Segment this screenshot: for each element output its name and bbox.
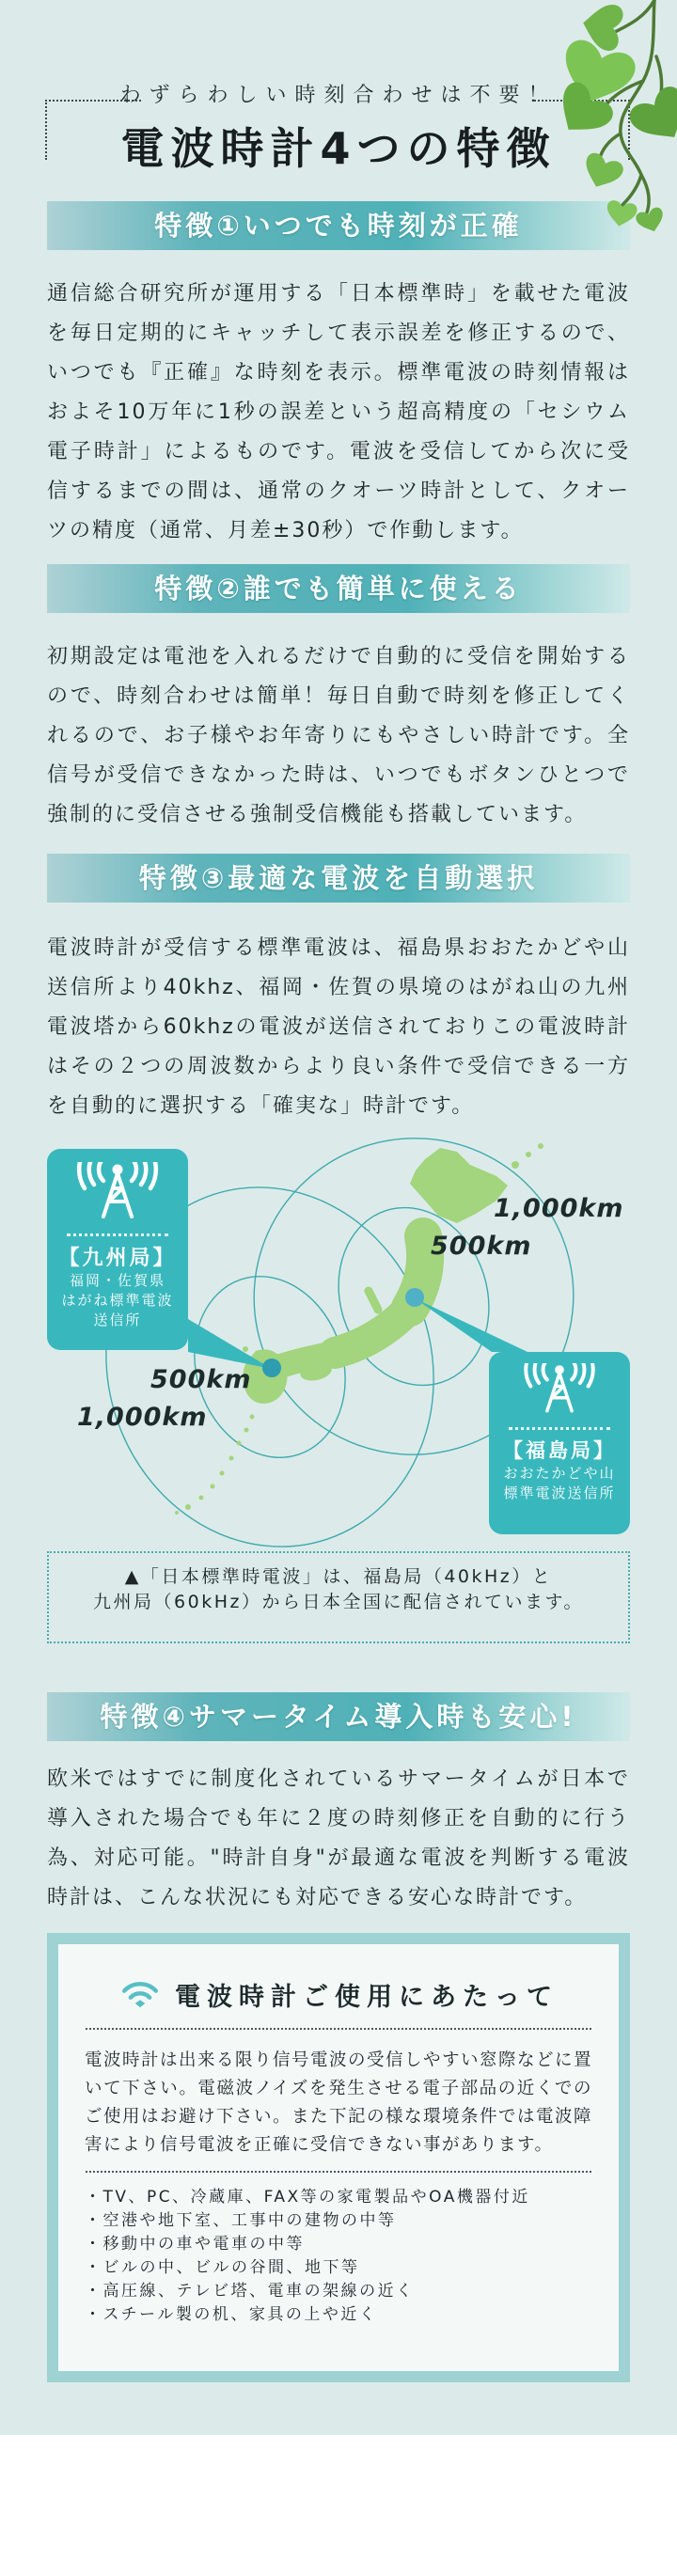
- usage-list-item: ・TV、PC、冷蔵庫、FAX等の家電製品やOA機器付近: [85, 2188, 530, 2207]
- feature1-paragraph: 通信総合研究所が運用する「日本標準時」を載せた電波を毎日定期的にキャッチして表示誤差を修正するので、いつでも『正確』な時刻を表示。標準電波の時刻情報はおよそ10万年に1秒の誤差という超高精度の「セシウム電子時計」によるものです。電波を受信してから次に受信するまでの間は、通常のクオーツ時計として、クオーツの精度（通常、月差±30秒）で作動します。: [47, 282, 630, 542]
- feature2-banner: 特徴②誰でも簡単に使える: [47, 564, 630, 613]
- usage-environment-list: [85, 2186, 592, 2327]
- radio-tower-icon: [72, 1162, 163, 1222]
- usage-list-item: ・ビルの中、ビルの谷間、地下等: [85, 2258, 360, 2277]
- usage-notice-box: [47, 1933, 630, 2382]
- kyushu-transmitter-dot: [262, 1359, 281, 1377]
- kyushu-1000km-label: 1,000km: [77, 1403, 208, 1432]
- kyushu-station-desc-2: はがね標準電波: [61, 1292, 174, 1309]
- feature1-banner: 特徴①いつでも時刻が正確: [47, 201, 630, 250]
- usage-list-item: ・高圧線、テレビ塔、電車の架線の近く: [85, 2282, 415, 2301]
- usage-list-item: ・スチール製の机、家具の上や近く: [85, 2305, 378, 2324]
- usage-list-item: ・空港や地下室、工事中の建物の中等: [85, 2211, 397, 2230]
- page-title: 電波時計4つの特徴: [120, 123, 557, 174]
- usage-list-item: ・移動中の車や電車の中等: [85, 2235, 305, 2254]
- fukushima-transmitter-dot: [405, 1288, 424, 1307]
- ivy-vine-decoration: [557, 0, 677, 233]
- usage-dotted-separator-top: [86, 2028, 591, 2030]
- fukushima-station-callout: [489, 1352, 630, 1534]
- ivy-leaves: [557, 0, 677, 233]
- usage-notice-title: 電波時計ご使用にあたって: [175, 1983, 559, 2012]
- kyushu-station-name: 【九州局】: [58, 1247, 177, 1270]
- feature3-paragraph: 電波時計が受信する標準電波は、福島県おおたかどや山送信所より40khz、福岡・佐賀の県境のはがね山の九州電波塔から60khzの電波が送信されておりこの電波時計はその２つの周波数からより良い条件で受信できる一方を自動的に選択する「確実な」時計です。: [47, 936, 630, 1118]
- kyushu-station-callout: [47, 1149, 188, 1350]
- map-caption-line2: 九州局（60kHz）から日本全国に配信されています。: [93, 1592, 584, 1612]
- fukushima-station-desc-1: おおたかどや山: [503, 1465, 616, 1482]
- callout-dotted-separator: [67, 1233, 168, 1236]
- usage-notice-header: [58, 1976, 619, 2013]
- callout-dotted-separator: [509, 1427, 610, 1430]
- bracket-left-horizontal: [45, 100, 141, 102]
- usage-notice-body: 電波時計は出来る限り信号電波の受信しやすい窓際などに置いて下さい。電磁波ノイズを発生させる電子部品の近くでのご使用はお避け下さい。また下記の様な環境条件では電波障害により信号電波を正確に受信できない事があります。: [85, 2050, 593, 2155]
- header-tagline: わずらわしい時刻合わせは不要！: [119, 84, 558, 107]
- wifi-icon: [118, 1978, 162, 2012]
- fukushima-station-name: 【福島局】: [503, 1439, 616, 1462]
- fukushima-500km-label: 500km: [431, 1232, 532, 1261]
- fukushima-callout-pointer: [415, 1298, 527, 1352]
- kyushu-callout-pointer: [188, 1319, 272, 1369]
- usage-notice-inner: [58, 1944, 619, 2371]
- feature4-banner: 特徴④サマータイム導入時も安心!: [47, 1692, 630, 1741]
- feature2-paragraph: 初期設定は電池を入れるだけで自動的に受信を開始するので、時刻合わせは簡単！毎日自動で時刻を修正してくれるので、お子様やお年寄りにもやさしい時計です。全信号が受信できなかった時は、いつでもボタンひとつで強制的に受信させる強制受信機能も搭載しています。: [47, 645, 630, 826]
- kyushu-station-desc-1: 福岡・佐賀県: [69, 1272, 165, 1289]
- map-caption-box: [47, 1551, 630, 1643]
- fukushima-1000km-label: 1,000km: [494, 1194, 624, 1223]
- feature3-banner: 特徴③最適な電波を自動選択: [47, 854, 630, 903]
- kyushu-station-desc-3: 送信所: [93, 1312, 142, 1328]
- fukushima-station-desc-2: 標準電波送信所: [503, 1484, 616, 1501]
- map-caption-line1: ▲「日本標準時電波」は、福島局（40kHz）と: [124, 1566, 553, 1587]
- usage-dotted-separator-bottom: [86, 2171, 591, 2173]
- feature4-paragraph: 欧米ではすでに制度化されているサマータイムが日本で導入された場合でも年に２度の時刻修正を自動的に行う為、対応可能。"時計自身"が最適な電波を判断する電波時計は、こんな状況にも対応できる安心な時計です。: [47, 1767, 630, 1909]
- kyushu-500km-label: 500km: [150, 1365, 252, 1394]
- radio-tower-icon: [520, 1363, 599, 1416]
